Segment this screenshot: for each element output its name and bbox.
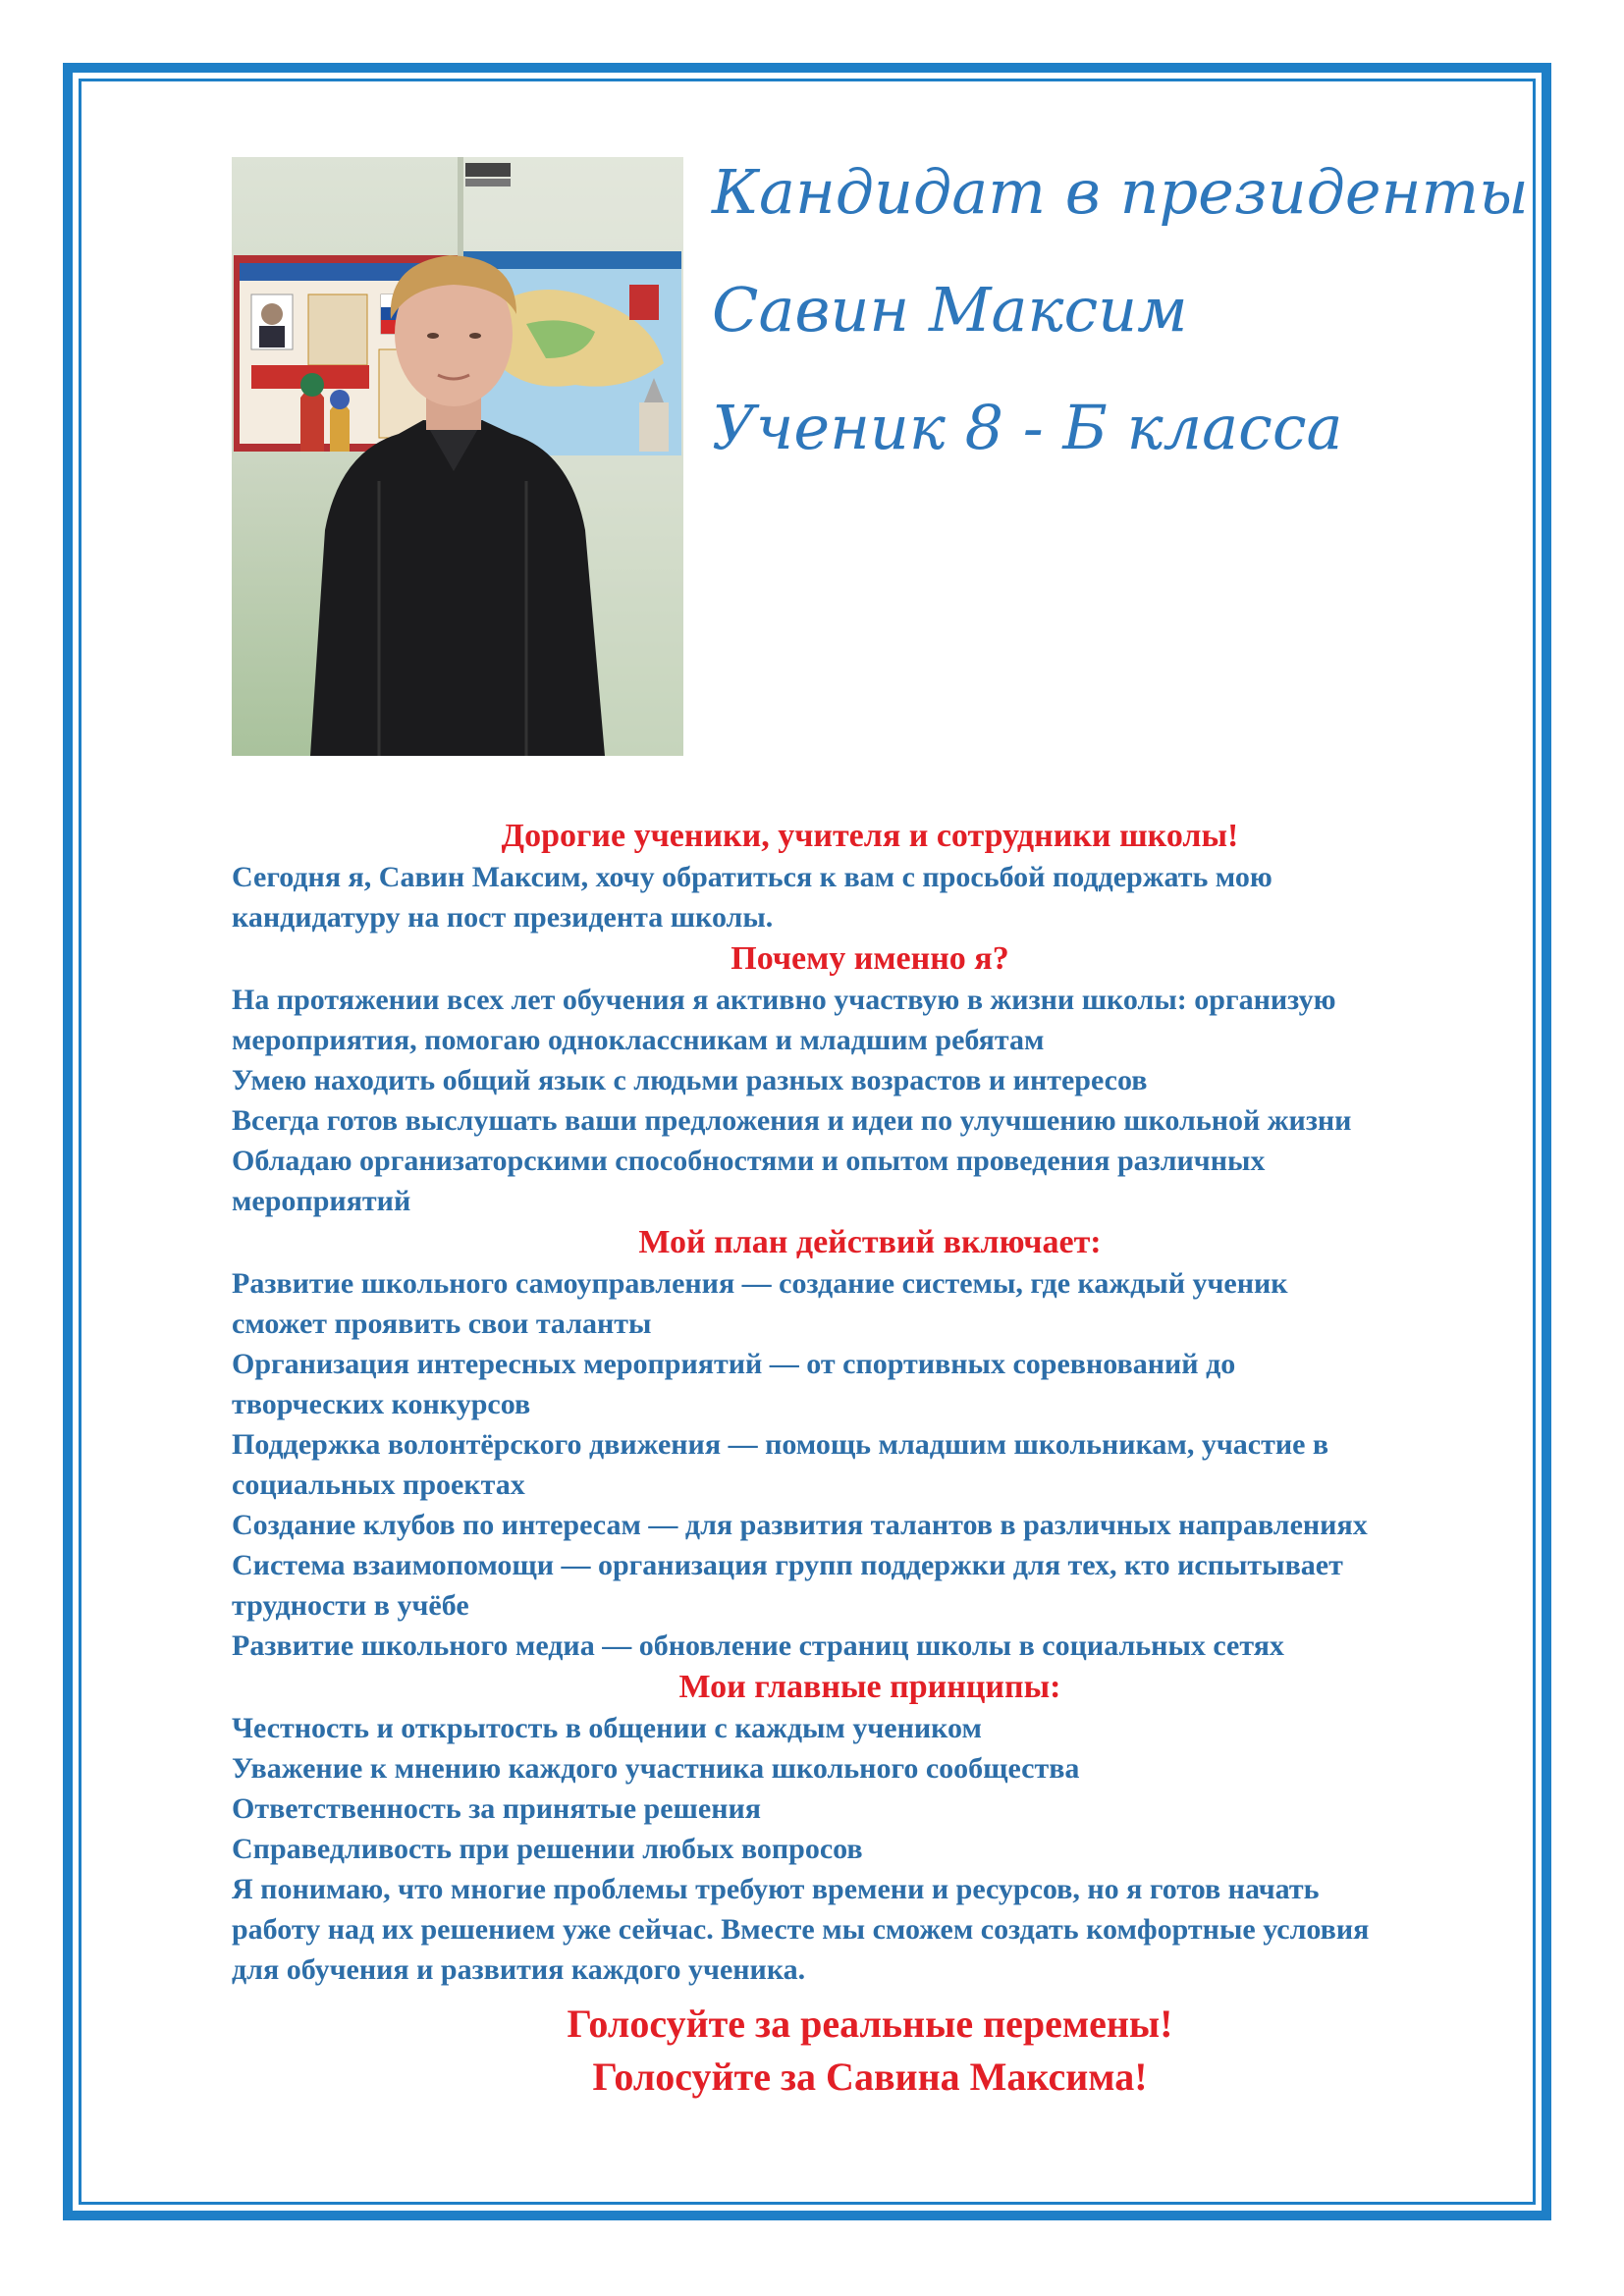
plan-line: трудности в учёбе [232, 1589, 469, 1622]
why-line: На протяжении всех лет обучения я активно участвую в жизни школы: организую [232, 984, 1336, 1016]
principles-line: работу над их решением уже сейчас. Вместе мы сможем создать комфортные условия [232, 1913, 1370, 1946]
call-to-action: Голосуйте за реальные перемены! [567, 2002, 1173, 2046]
why-line: мероприятия, помогаю одноклассникам и младшим ребятам [232, 1024, 1045, 1056]
why-line: Всегда готов выслушать ваши предложения и идеи по улучшению школьной жизни [232, 1104, 1352, 1137]
principles-heading: Мои главные принципы: [678, 1669, 1061, 1705]
plan-line: Создание клубов по интересам — для развития талантов в различных направлениях [232, 1509, 1368, 1541]
plan-line: Система взаимопомощи — организация групп поддержки для тех, кто испытывает [232, 1549, 1343, 1581]
principles-line: Справедливость при решении любых вопросов [232, 1833, 863, 1865]
plan-line: творческих конкурсов [232, 1388, 531, 1420]
why-line: Обладаю организаторскими способностями и опытом проведения различных [232, 1145, 1266, 1177]
plan-line: Развитие школьного самоуправления — создание системы, где каждый ученик [232, 1267, 1288, 1300]
why-line: Умею находить общий язык с людьми разных возрастов и интересов [232, 1064, 1148, 1096]
headline-name: Савин Максим [712, 274, 1188, 346]
intro-line: кандидатуру на пост президента школы. [232, 901, 774, 934]
greeting-heading: Дорогие ученики, учителя и сотрудники школы! [501, 818, 1239, 854]
principles-line: Честность и открытость в общении с каждым учеником [232, 1712, 982, 1744]
principles-line: Я понимаю, что многие проблемы требуют времени и ресурсов, но я готов начать [232, 1873, 1320, 1905]
plan-line: сможет проявить свои таланты [232, 1308, 652, 1340]
headline-title: Кандидат в президенты [712, 156, 1529, 228]
principles-line: Уважение к мнению каждого участника школьного сообщества [232, 1752, 1080, 1785]
call-to-action-name: Голосуйте за Савина Максима! [592, 2055, 1148, 2099]
intro-line: Сегодня я, Савин Максим, хочу обратиться к вам с просьбой поддержать мою [232, 861, 1272, 893]
plan-line: Поддержка волонтёрского движения — помощь младшим школьникам, участие в [232, 1428, 1329, 1461]
appeal-text [232, 815, 1508, 2104]
plan-line: Организация интересных мероприятий — от спортивных соревнований до [232, 1348, 1236, 1380]
why-heading: Почему именно я? [731, 940, 1009, 977]
headline-class: Ученик 8 - Б класса [712, 392, 1343, 463]
plan-line: Развитие школьного медиа — обновление страниц школы в социальных сетях [232, 1629, 1284, 1662]
principles-line: Ответственность за принятые решения [232, 1792, 761, 1825]
plan-heading: Мой план действий включает: [638, 1224, 1102, 1260]
candidate-photo [232, 157, 683, 756]
principles-line: для обучения и развития каждого ученика. [232, 1953, 806, 1986]
plan-line: социальных проектах [232, 1468, 525, 1501]
why-line: мероприятий [232, 1185, 411, 1217]
